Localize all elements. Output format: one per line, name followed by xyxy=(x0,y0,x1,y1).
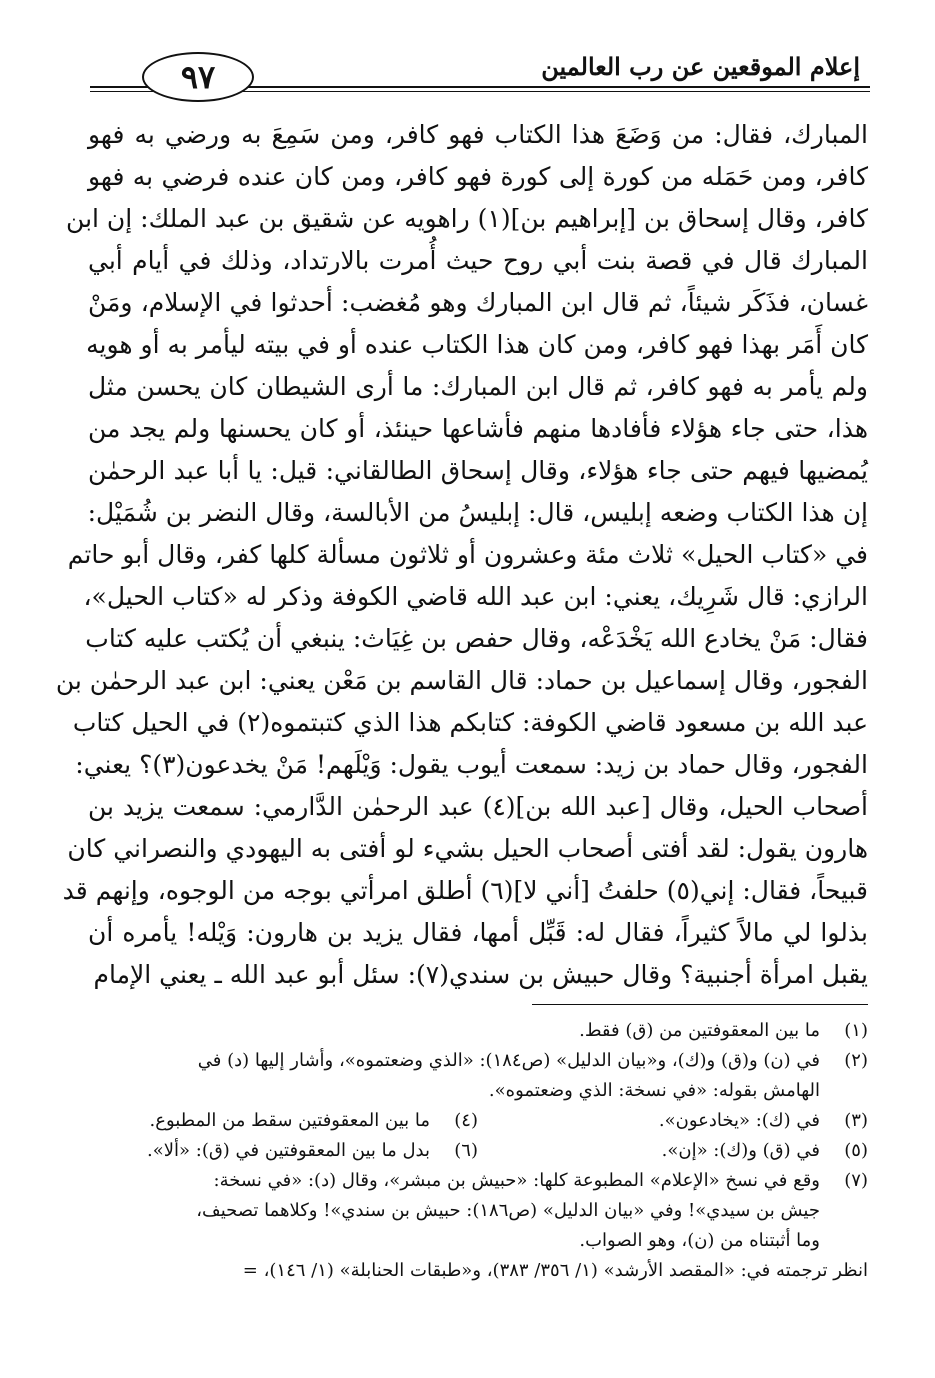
footnote-text: في (ق) و(ك): «إن». xyxy=(661,1140,820,1161)
footnote-row xyxy=(88,1136,868,1166)
footnote-row xyxy=(88,1106,868,1136)
text-line: في «كتاب الحيل» ثلاث مئة وعشرون أو ثلاثون مسألة كلها كفر، وقال أبو حاتم xyxy=(67,540,868,569)
text-line: الفجور، وقال حماد بن زيد: سمعت أيوب يقول: وَيْلَهم! مَنْ يخدعون(٣)؟ يعني: xyxy=(75,750,868,779)
footnote-5 xyxy=(478,1136,868,1166)
text-line: ولم يأمر به فهو كافر، ثم قال ابن المبارك: ما أرى الشيطان كان يحسن مثل xyxy=(88,372,868,401)
text-line: إن هذا الكتاب وضعه إبليس، قال: إبليسُ من الأبالسة، وقال النضر بن شُمَيْل: xyxy=(87,498,868,527)
text-line: غسان، فذَكَر شيئاً، ثم قال ابن المبارك وهو مُغضب: أحدثوا في الإسلام، ومَنْ xyxy=(88,288,868,317)
footnote-1 xyxy=(88,1016,868,1046)
footnote-number: (٣) xyxy=(844,1110,868,1131)
footnote-text: ما بين المعقوفتين سقط من المطبوع. xyxy=(149,1110,430,1131)
footnote-carryover: انظر ترجمته في: «المقصد الأرشد» (١/ ٣٥٦/ ٣٨٣)، و«طبقات الحنابلة» (١/ ١٤٦)، = xyxy=(242,1260,868,1281)
footnote-text: ما بين المعقوفتين من (ق) فقط. xyxy=(579,1020,820,1041)
running-header xyxy=(90,44,870,100)
footnote-6 xyxy=(88,1136,478,1166)
text-line: كان أَمَر بهذا فهو كافر، ومن كان هذا الكتاب عنده أو في بيته ليأمر به أو هويه xyxy=(86,330,868,359)
footnote-continuation: الهامش بقوله: «في نسخة: الذي وضعتموه». xyxy=(488,1080,820,1101)
text-line: كافر، ومن حَمَله من كورة إلى كورة فهو كافر، ومن كان عنده فرضي به فهو xyxy=(88,162,868,191)
footnote-separator xyxy=(532,1004,868,1005)
footnote-number: (٧) xyxy=(844,1170,868,1191)
text-line: المبارك، فقال: من وَضَعَ هذا الكتاب فهو كافر، ومن سَمِعَ به ورضي به فهو xyxy=(88,120,868,149)
text-line: يقبل امرأة أجنبية؟ وقال حبيش بن سندي(٧): سئل أبو عبد الله ـ يعني الإمام xyxy=(93,960,868,989)
text-line: المبارك قال في قصة بنت أبي روح حيث أُمرت بالارتداد، وذلك في أيام أبي xyxy=(88,246,868,275)
body-text xyxy=(55,114,869,996)
footnote-number: (٤) xyxy=(454,1110,478,1131)
footnote-3 xyxy=(478,1106,868,1136)
text-line: هذا، حتى جاء هؤلاء فأفادها منهم فأشاعها حينئذ، أو كان يحسنها ولم يجد من xyxy=(88,414,868,443)
footnote-7 xyxy=(88,1166,868,1196)
footnote-continuation: جيش بن سيدي»! وفي «بيان الدليل» (ص١٨٦): حبيش بن سندي»! وكلاهما تصحيف، xyxy=(196,1200,820,1221)
footnote-2 xyxy=(88,1046,868,1076)
footnotes xyxy=(88,1016,868,1286)
page-number-badge xyxy=(142,52,254,102)
text-line: يُمضيها فيهم حتى جاء هؤلاء، وقال إسحاق الطالقاني: قيل: يا أبا عبد الرحمٰن xyxy=(88,456,868,485)
text-line: فقال: مَنْ يخادع الله يَخْدَعْه، وقال حفص بن غِيَاث: ينبغي أن يُكتب عليه كتاب xyxy=(85,624,868,653)
text-line: قبيحاً، فقال: إني(٥) حلفتُ [أني لا](٦) أطلق امرأتي بوجه من الوجوه، وإنهم قد xyxy=(62,876,868,905)
footnote-text: في (ك): «يخادعون». xyxy=(658,1110,820,1131)
text-line: الفجور، وقال إسماعيل بن حماد: قال القاسم بن مَعْن يعني: ابن عبد الرحمٰن بن xyxy=(55,666,868,695)
footnote-continuation: وما أثبتناه من (ن)، وهو الصواب. xyxy=(579,1230,820,1251)
footnote-number: (٦) xyxy=(454,1140,478,1161)
book-title: إعلام الموقعين عن رب العالمين xyxy=(541,52,860,81)
footnote-text: بدل ما بين المعقوفتين في (ق): «ألا». xyxy=(147,1140,430,1161)
page-number: ٩٧ xyxy=(180,58,216,96)
footnote-number: (٢) xyxy=(844,1050,868,1071)
text-line: هارون يقول: لقد أفتى أصحاب الحيل بشيء لو أفتى به اليهودي والنصراني كان xyxy=(67,834,868,863)
footnote-number: (١) xyxy=(844,1020,868,1041)
footnote-4 xyxy=(88,1106,478,1136)
footnote-text: وقع في نسخ «الإعلام» المطبوعة كلها: «حبيش بن مبشر»، وقال (د): «في نسخة: xyxy=(213,1170,820,1191)
text-line: كافر، وقال إسحاق بن [إبراهيم بن](١) راهويه عن شقيق بن عبد الملك: إن ابن xyxy=(66,204,868,233)
text-line: الرازي: قال شَرِيك، يعني: ابن عبد الله قاضي الكوفة وذكر له «كتاب الحيل»، xyxy=(83,582,868,611)
footnote-number: (٥) xyxy=(844,1140,868,1161)
text-line: أصحاب الحيل، وقال [عبد الله بن](٤) عبد الرحمٰن الدَّارمي: سمعت يزيد بن xyxy=(88,792,869,821)
text-line: عبد الله بن مسعود قاضي الكوفة: كتابكم هذا الذي كتبتموه(٢) في الحيل كتاب xyxy=(72,708,868,737)
text-line: بذلوا لي مالاً كثيراً، فقال له: قَبِّل أمها، فقال يزيد بن هارون: وَيْله! يأمره أن xyxy=(88,918,868,947)
footnote-text: في (ن) و(ق) و(ك)، و«بيان الدليل» (ص١٨٤): «الذي وضعتموه»، وأشار إليها (د) في xyxy=(197,1050,820,1071)
